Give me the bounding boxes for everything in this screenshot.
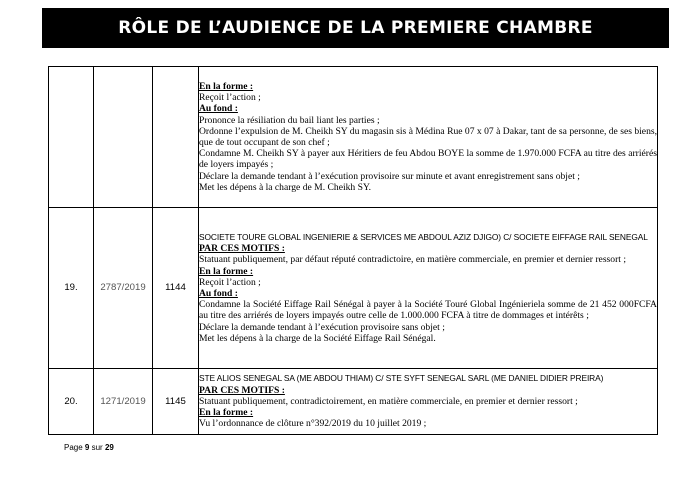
- case-parties: SOCIETE TOURE GLOBAL INGENIERIE & SERVICES ME ABDOUL AZIZ DJIGO) C/ SOCIETE EIFFAGE RAIL SENEGAL: [199, 231, 648, 242]
- page-title: RÔLE DE L’AUDIENCE DE LA PREMIERE CHAMBRE: [42, 8, 669, 48]
- section-heading: PAR CES MOTIFS :: [199, 384, 285, 396]
- case-registry: [94, 67, 153, 208]
- ruling-line: Statuant publiquement, par défaut réputé contradictoire, en matière commerciale, en premier et dernier ressort ;: [199, 254, 627, 266]
- case-ruling: [199, 67, 658, 208]
- section-heading: En la forme :: [199, 407, 254, 419]
- section-heading: En la forme :: [199, 80, 254, 92]
- ruling-line: Condamne M. Cheikh SY à payer aux Héritiers de feu Abdou BOYE la somme de 1.970.000 FCFA au titre des arriérés de loyers impayés ;: [199, 148, 657, 171]
- section-heading: Au fond :: [199, 288, 238, 299]
- ruling-line: Prononce la résiliation du bail liant les parties ;: [199, 114, 380, 126]
- page-of-label: sur: [91, 443, 103, 452]
- section-heading: En la forme :: [199, 265, 254, 277]
- page-label: Page: [64, 443, 83, 452]
- ruling-line: Met les dépens à la charge de la Société Eiffage Rail Sénégal.: [199, 332, 436, 344]
- case-ruling: [199, 369, 658, 435]
- page-total: 29: [104, 443, 114, 452]
- case-parties: STE ALIOS SENEGAL SA (ME ABDOU THIAM) C/ STE SYFT SENEGAL SARL (ME DANIEL DIDIER PREIRA): [199, 373, 604, 384]
- case-number: 20.: [49, 369, 94, 435]
- section-heading: Au fond :: [199, 103, 238, 115]
- table-row: [49, 369, 658, 435]
- case-registry: 1271/2019: [94, 369, 153, 435]
- table-row: [49, 67, 658, 208]
- table-row: [49, 208, 658, 369]
- case-code: 1144: [153, 208, 199, 369]
- ruling-line: Vu l’ordonnance de clôture n°392/2019 du 10 juillet 2019 ;: [199, 418, 427, 430]
- case-number: [49, 67, 94, 208]
- case-registry: 2787/2019: [94, 208, 153, 369]
- case-number: 19.: [49, 208, 94, 369]
- ruling-line: Reçoit l’action ;: [199, 92, 261, 104]
- page-number: 9: [84, 443, 90, 452]
- ruling-line: Reçoit l’action ;: [199, 276, 261, 288]
- page-footer: [64, 443, 114, 452]
- ruling-line: Met les dépens à la charge de M. Cheikh SY.: [199, 181, 372, 193]
- case-code: [153, 67, 199, 208]
- case-code: 1145: [153, 369, 199, 435]
- ruling-line: Déclare la demande tendant à l’exécution provisoire sur minute et avant enregistrement sans objet ;: [199, 170, 580, 182]
- section-heading: PAR CES MOTIFS :: [199, 243, 285, 255]
- case-ruling: [199, 208, 658, 369]
- ruling-line: Statuant publiquement, contradictoirement, en matière commerciale, en premier et dernier ressort ;: [199, 395, 578, 407]
- ruling-line: Ordonne l’expulsion de M. Cheikh SY du magasin sis à Médina Rue 07 x 07 à Dakar, tant de sa personne, de ses biens, que de tout occupant de son chef ;: [199, 125, 657, 148]
- ruling-line: Déclare la demande tendant à l’exécution provisoire sans objet ;: [199, 321, 445, 333]
- ruling-line: Condamne la Société Eiffage Rail Sénégal à payer à la Société Touré Global Ingénieriela somme de 21 452 000FCFA au titre des arriérés de loyers impayés outre celle de 1.000.000 FCFA à titre de dommages et intérêts ;: [199, 299, 657, 322]
- hearing-roll-table: [48, 66, 658, 435]
